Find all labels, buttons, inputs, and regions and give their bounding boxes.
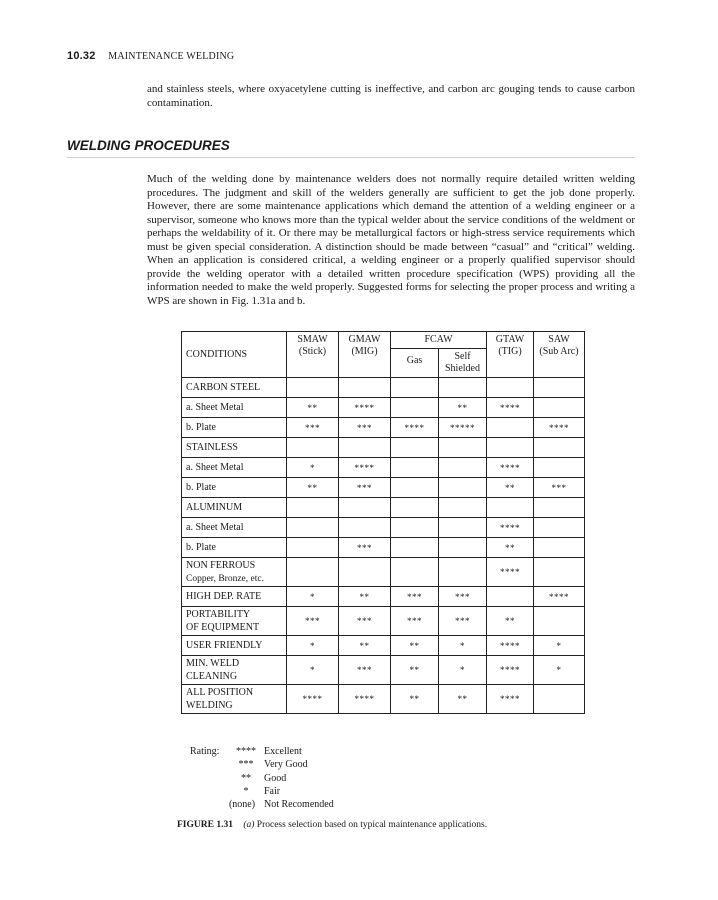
conditions-header: CONDITIONS	[182, 332, 287, 378]
process-selection-table	[181, 331, 585, 714]
group-stainless: STAINLESS	[182, 438, 287, 458]
fcaw-header: FCAW	[391, 332, 487, 349]
saw-header: SAW (Sub Arc)	[534, 332, 585, 378]
figure-caption	[177, 820, 487, 830]
fcaw-self-header: Self Shielded	[439, 349, 487, 378]
table-row: HIGH DEP. RATE * ** *** *** ****	[182, 587, 585, 607]
table-row: ALL POSITION WELDING **** **** ** ** ****	[182, 685, 585, 714]
figure-part: (a)	[243, 820, 255, 830]
table-row: a. Sheet Metal ****	[182, 518, 585, 538]
table-row: b. Plate *** *** **** ***** ****	[182, 418, 585, 438]
table-row: MIN. WELD CLEANING * *** ** * **** *	[182, 656, 585, 685]
group-aluminum: ALUMINUM	[182, 498, 287, 518]
table-row: b. Plate *** **	[182, 538, 585, 558]
rating-label: Rating:	[190, 746, 220, 757]
section-title: WELDING PROCEDURES	[67, 138, 230, 153]
gtaw-header: GTAW (TIG)	[487, 332, 534, 378]
running-title: MAINTENANCE WELDING	[108, 51, 235, 62]
section-rule	[67, 157, 635, 158]
body-paragraph: Much of the welding done by maintenance welders does not normally require detailed written welding procedures. The judgment and skill of the welders generally are sufficient to get the job done properly. However, there are some maintenance applications which demand the attention of a welding engineer or a supervisor, someone who knows more than the typical welder about the service conditions of the weldment or perhaps the weldability of it. Or there may be metallurgical factors or high-stress service requirements which must be given special consideration. A distinction should be made between “casual” and “critical” welding. When an application is considered critical, a welding engineer or a properly qualified supervisor should provide the welding operator with a detailed written procedure specification (WPS) providing all the information needed to make the weld properly. Suggested forms for selecting the proper process and writing a WPS are shown in Fig. 1.31a and b.	[147, 173, 635, 307]
table-row: a. Sheet Metal ** **** ** ****	[182, 398, 585, 418]
group-carbon-steel: CARBON STEEL	[182, 378, 287, 398]
table-row: b. Plate ** *** ** ***	[182, 478, 585, 498]
rating-legend: Rating: **** Excellent *** Very Good ** Good * Fair (none) Not Recomended	[190, 746, 334, 811]
smaw-header: SMAW (Stick)	[287, 332, 339, 378]
page-number: 10.32	[67, 50, 96, 62]
table-row: USER FRIENDLY * ** ** * **** *	[182, 636, 585, 656]
gmaw-header: GMAW (MIG)	[339, 332, 391, 378]
table-row: a. Sheet Metal * **** ****	[182, 458, 585, 478]
fcaw-gas-header: Gas	[391, 349, 439, 378]
figure-number: FIGURE 1.31	[177, 820, 233, 830]
intro-paragraph: and stainless steels, where oxyacetylene cutting is ineffective, and carbon arc gouging tends to cause carbon contamination.	[147, 83, 635, 109]
running-header	[67, 50, 234, 62]
table-row: PORTABILITY OF EQUIPMENT *** *** *** *** **	[182, 607, 585, 636]
table-row: NON FERROUS Copper, Bronze, etc. ****	[182, 558, 585, 587]
figure-caption-text: Process selection based on typical maintenance applications.	[256, 820, 488, 830]
